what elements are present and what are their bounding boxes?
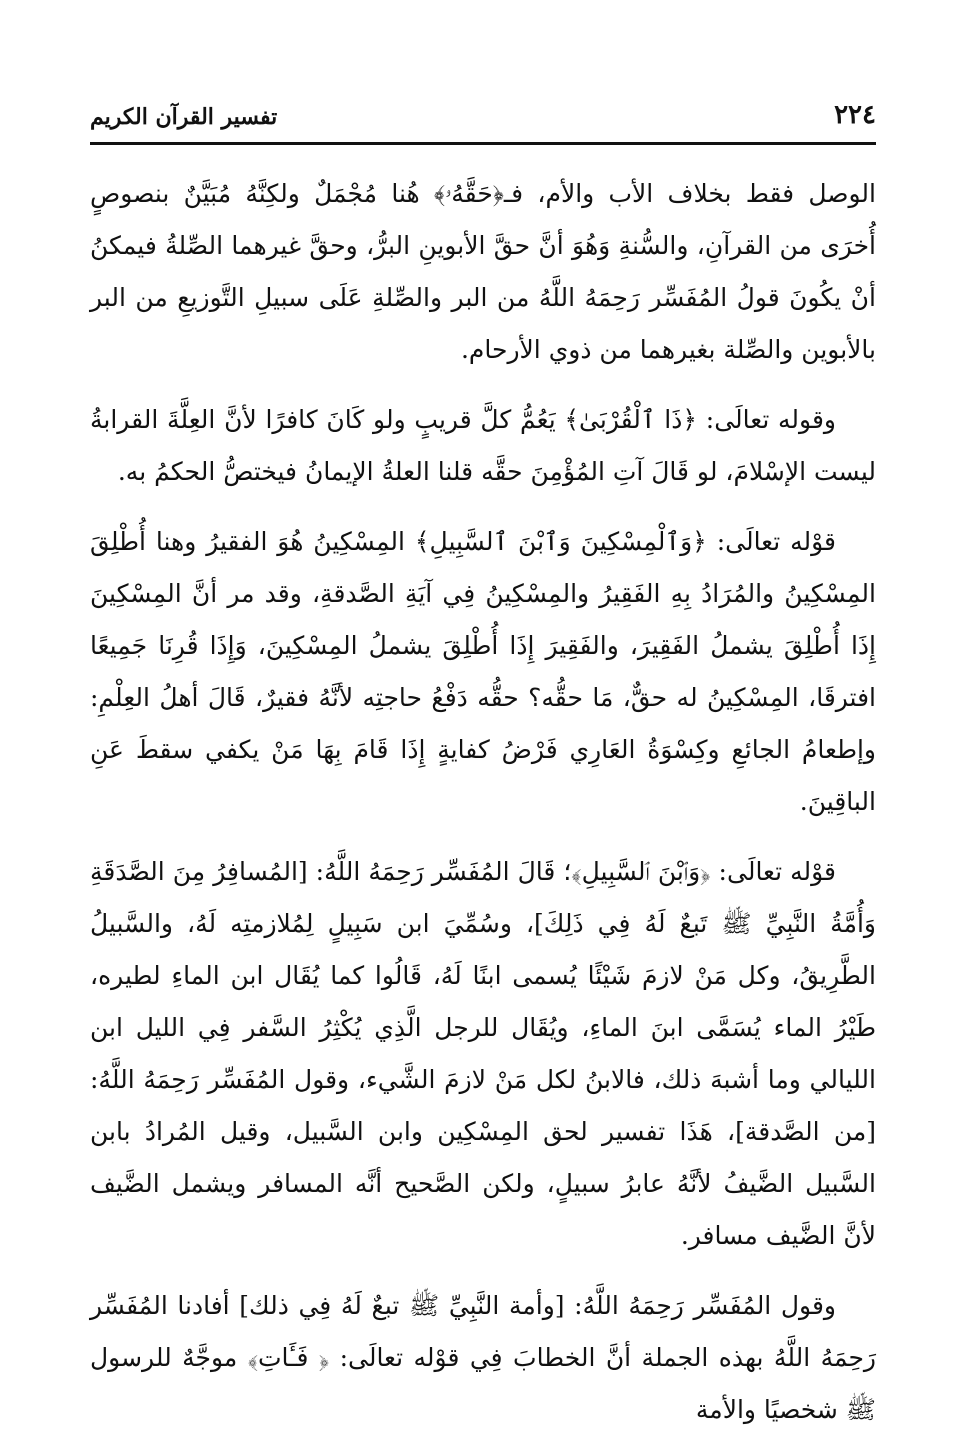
paragraph-1: الوصل فقط بخلاف الأب والأم، فـ﴿حَقَّهُۥ﴾ هُنا مُجْمَلٌ ولكِنَّهُ مُبَيَّنٌ بنصوصٍ أُخرَى من القرآنِ، والسُّنةِ وَهُوَ أنَّ حقَّ الأبوينِ البرُّ، وحقَّ غيرهما الصِّلةُ فيمكنُ أنْ يكُونَ قولُ المُفَسِّر رَحِمَهُ اللَّهُ من البر والصِّلةِ عَلَى سبيلِ التَّوزيعِ من البر بالأبوين والصِّلة بغيرهما من ذوي الأرحام. [90,179,876,364]
paragraph-2: وقوله تعالَى: ﴿ذَا ٱلْقُرْبَىٰ﴾ يَعُمُّ كلَّ قريبٍ ولو كَانَ كافرًا لأنَّ العِلَّةَ القرابةُ ليست الإسْلامَ، لو قَالَ آتِ المُؤْمِنَ حقَّه قلنا العلةُ الإيمانُ فيختصُّ الحكمُ به. [90,405,876,486]
page-body [90,168,876,1454]
page-header [90,96,876,145]
page-number: ٢٢٤ [834,100,876,130]
paragraph-3: قوْله تعالَى: ﴿وَٱلْمِسْكِينَ وَٱبْنَ ٱلسَّبِيلِ﴾ المِسْكِينُ هُوَ الفقيرُ وهنا أُطْلِقَ المِسْكِينُ والمُرَادُ بِهِ الفَقِيرُ والمِسْكِينُ فِي آيَةِ الصَّدقةِ، وقد مر أنَّ المِسْكِينَ إِذَا أُطْلِقَ يشملُ الفَقِيرَ، والفَقِيرَ إِذَا أُطْلِقَ يشملُ المِسْكِينَ، وَإِذَا قُرِنَا جَمِيعًا افترقَا، المِسْكِينُ له حقٌّ، مَا حقُّه؟ حقُّه دَفْعُ حاجتِه لأنَّهُ فقيرٌ، قَالَ أهلُ العِلْمِ: وإطعامُ الجائعِ وكِسْوَةُ العَارِي فَرْضُ كفايةٍ إِذَا قَامَ بِهَا مَنْ يكفي سقطَ عَنِ الباقِينَ. [90,527,877,816]
paragraph-4: قوْله تعالَى: ﴿وَٱبْنَ ٱلسَّبِيلِ﴾؛ قَالَ المُفَسِّر رَحِمَهُ اللَّهُ: [المُسافِرُ مِنَ الصَّدَقَةِ وَأُمَّةُ النَّبِيِّ ﷺ تَبعٌ لَهُ فِي ذَلِكَ]، وسُمِّيَ ابن سَبِيلٍ لِمُلازمتِه لَهُ، والسَّبيلُ الطَّرِيقُ، وكل مَنْ لازمَ شَيْئًا يُسمى ابنًا لَهُ، قَالُوا كما يُقَال ابن الماءِ لطيره، طَيْرُ الماء يُسَمَّى ابنَ الماءِ، ويُقَال للرجل الَّذِي يُكْثِرُ السَّفر فِي الليل ابن الليالي وما أشبهَ ذلك، فالابنُ لكل مَنْ لازمَ الشَّيء، وقول المُفَسِّر رَحِمَهُ اللَّهُ: [من الصَّدقة]، هَذَا تفسير لحق المِسْكِين وابن السَّبيل، وقيل المُرادُ بابن السَّبيل الضَّيفُ لأنَّهُ عابرُ سبيلٍ، ولكن الصَّحيح أنَّه المسافر ويشمل الضَّيف لأنَّ الضَّيف مسافر. [90,857,876,1250]
paragraph-5: وقول المُفَسِّر رَحِمَهُ اللَّهُ: [وأمة النَّبِيِّ ﷺ تبعٌ لَهُ فِي ذلك] أفادنا المُفَسِّر رَحِمَهُ اللَّهُ بهذه الجملة أنَّ الخطابَ فِي قوْله تعالَى: ﴿ فَـَٔاتِ﴾ موجَّهٌ للرسول ﷺ شخصيًا والأمة [90,1291,876,1424]
book-title: تفسير القرآن الكريم [90,104,278,130]
